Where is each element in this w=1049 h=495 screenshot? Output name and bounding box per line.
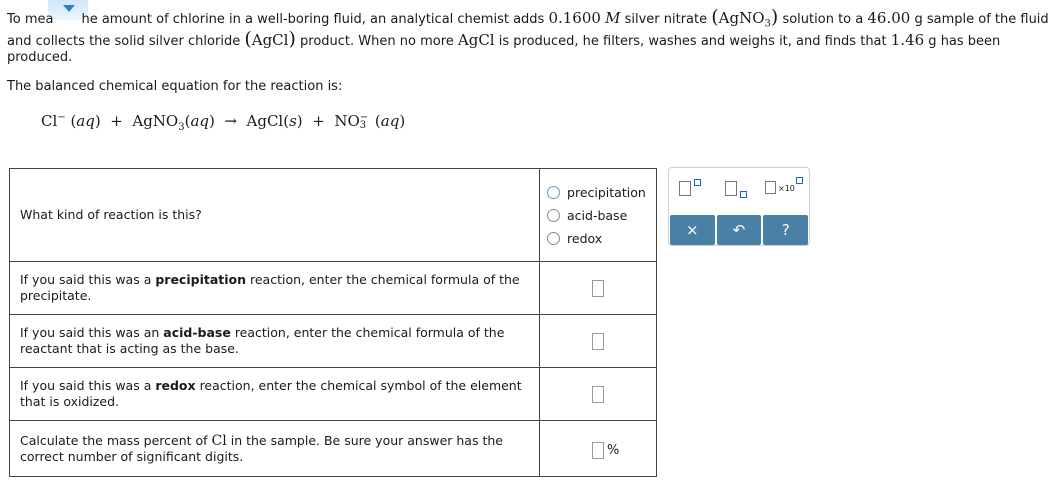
base-box-icon (725, 181, 737, 196)
problem-text: he amount of chlorine in a well-boring fluid, an analytical chemist adds (81, 12, 549, 27)
superscript-button[interactable] (677, 177, 707, 199)
undo-button[interactable] (717, 215, 762, 245)
base-formula-input[interactable] (592, 333, 604, 350)
problem-text: solution to a (778, 12, 868, 27)
table-row (10, 169, 657, 262)
reagent-formula: AgNO (718, 9, 765, 27)
option-label: acid-base (567, 207, 628, 223)
paren: ) (770, 6, 779, 28)
problem-text: product. When no more (295, 34, 458, 49)
table-row (10, 262, 657, 315)
problem-text: is produced, he filters, washes and weighs it, and finds that (494, 34, 891, 49)
question-table (9, 168, 657, 477)
question-cell: Calculate the mass percent of Cl in the sample. Be sure your answer has the correct number of significant digits. (10, 421, 540, 477)
mass-unit: g (914, 12, 923, 27)
answer-cell (540, 169, 657, 262)
help-icon: ? (781, 221, 790, 239)
undo-icon: ↶ (732, 221, 746, 239)
table-row (10, 315, 657, 368)
molarity-value: 0.1600 (548, 9, 601, 27)
option-label: redox (567, 230, 603, 246)
paren: ( (244, 28, 252, 50)
weighed-mass: 1.46 (890, 31, 925, 49)
base-box-icon (765, 181, 776, 194)
answer-cell (540, 368, 657, 421)
option-precipitation[interactable] (540, 181, 656, 204)
option-label: precipitation (567, 184, 646, 200)
answer-cell (540, 262, 657, 315)
math-toolbar (668, 167, 810, 246)
close-icon: × (686, 221, 699, 239)
radio-button[interactable] (547, 232, 560, 245)
paren: ) (288, 28, 296, 50)
radio-button[interactable] (547, 209, 560, 222)
subscript-button[interactable] (723, 177, 753, 199)
percent-unit: % (607, 443, 620, 458)
oxidized-element-input[interactable] (592, 386, 604, 403)
answer-cell (540, 315, 657, 368)
subscript-box-icon (740, 191, 747, 198)
mass-unit: g (928, 34, 937, 49)
scientific-notation-button[interactable] (765, 177, 805, 199)
question-cell (10, 169, 540, 262)
sample-mass: 46.00 (867, 9, 911, 27)
answer-cell (540, 421, 657, 477)
exponent-box-icon (796, 177, 803, 184)
precipitate-formula-input[interactable] (592, 280, 604, 297)
problem-text: To mea (7, 12, 54, 27)
product-formula: AgCl (457, 31, 495, 49)
radio-button[interactable] (547, 186, 560, 199)
problem-text: silver nitrate (620, 12, 712, 27)
problem-statement (7, 6, 1049, 68)
clear-button[interactable] (670, 215, 715, 245)
times-ten-label: ×10 (778, 184, 795, 193)
question-cell: If you said this was a redox reaction, enter the chemical symbol of the element that is oxidized. (10, 368, 540, 421)
reagent-subscript: 3 (764, 18, 771, 30)
base-box-icon (679, 181, 691, 196)
problem-text: has been (936, 34, 1001, 49)
problem-text: sample of the fluid (922, 12, 1049, 27)
mass-percent-input[interactable] (592, 442, 604, 459)
table-row (10, 368, 657, 421)
problem-text: and collects the solid silver chloride (7, 34, 245, 49)
table-row (10, 421, 657, 477)
problem-text: produced. (7, 50, 73, 65)
superscript-box-icon (694, 179, 701, 186)
option-acid-base[interactable] (540, 204, 656, 227)
product-formula: AgCl (251, 31, 289, 49)
option-redox[interactable] (540, 227, 656, 250)
question-cell: If you said this was an acid-base reaction, enter the chemical formula of the reactant that is acting as the base. (10, 315, 540, 368)
action-row (669, 215, 809, 245)
question-text: What kind of reaction is this? (20, 207, 202, 222)
question-cell: If you said this was a precipitation reaction, enter the chemical formula of the precipitate. (10, 262, 540, 315)
chemical-equation: Cl− (aq) + AgNO$_3$(aq) → AgCl(s) + NO − 3 (aq) (41, 112, 406, 133)
balanced-equation-label: The balanced chemical equation for the reaction is: (7, 79, 343, 94)
help-button[interactable] (763, 215, 808, 245)
molarity-unit: M (605, 9, 621, 27)
paren: ( (711, 6, 719, 28)
